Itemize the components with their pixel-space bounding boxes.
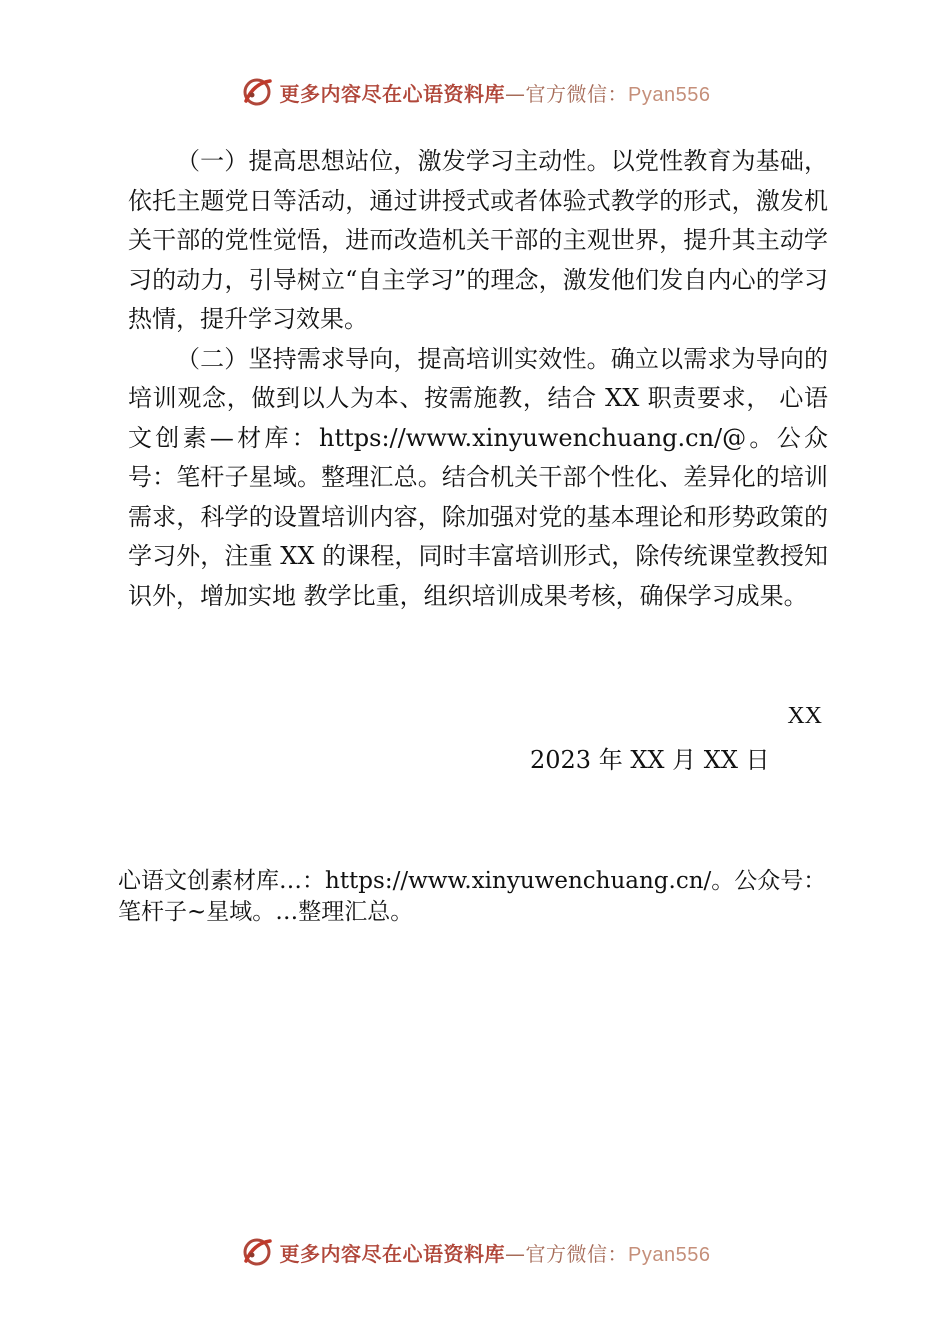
- brush-logo-icon: [240, 1235, 274, 1269]
- footer-watermark: [0, 1232, 950, 1272]
- watermark-text: 更多内容尽在心语资料库—官方微信：Pyan556: [279, 1241, 711, 1266]
- brush-logo-icon: [240, 75, 274, 109]
- watermark-text: 更多内容尽在心语资料库—官方微信：Pyan556: [279, 81, 711, 106]
- footer-note: 心语文创素材库…：https://www.xinyuwenchuang.cn/。公众号：笔杆子~星域。…整理汇总。: [118, 868, 827, 925]
- paragraph-2: （二）坚持需求导向，提高培训实效性。确立以需求为导向的培训观念，做到以人为本、按需施教，结合 XX 职责要求， 心语文创素—材库：https://www.xinyuwenchuang.cn/@。公众号：笔杆子星域。整理汇总。结合机关干部个性化、差异化的培训需求，科学的设置培训内容，除加强对党的基本理论和形势政策的学习外，注重 XX 的课程，同时丰富培训形式，除传统课堂教授知识外，增加实地 教学比重，组织培训成果考核，确保学习成果。: [128, 344, 828, 610]
- paragraph-1: （一）提高思想站位，激发学习主动性。以党性教育为基础，依托主题党日等活动，通过讲授式或者体验式教学的形式，激发机关干部的党性觉悟，进而改造机关干部的主观世界，提升其主动学习的动力，引导树立“自主学习”的理念，激发他们发自内心的学习热情，提升学习效果。: [128, 147, 828, 333]
- signature-date: 2023 年 XX 月 XX 日: [530, 746, 770, 774]
- header-watermark: [0, 72, 950, 112]
- document-body: [128, 142, 828, 616]
- signature-name: XX: [787, 703, 822, 729]
